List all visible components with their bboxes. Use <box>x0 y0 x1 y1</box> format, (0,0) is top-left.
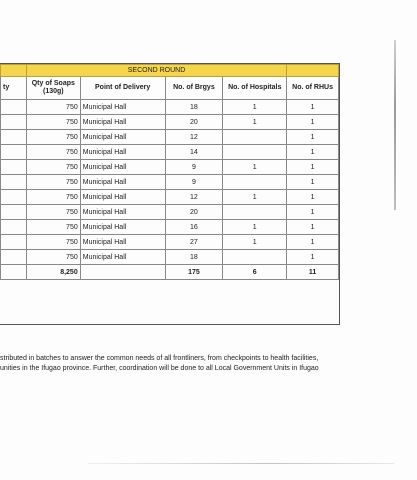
totals-row <box>1 265 339 280</box>
note-paragraph <box>0 354 340 374</box>
cell-blank <box>1 145 27 160</box>
cell-brgys: 27 <box>165 235 223 250</box>
note-line: stributed in batches to answer the common needs of all frontliners, from checkpoints to health facilities, <box>0 355 319 362</box>
header-qty-partial: ty <box>1 77 27 100</box>
table-row <box>1 130 339 145</box>
table-row <box>1 115 339 130</box>
cell-delivery: Municipal Hall <box>80 130 165 145</box>
cell-hospitals: 1 <box>223 100 287 115</box>
cell-soaps: 750 <box>26 205 80 220</box>
cell-soaps: 750 <box>26 220 80 235</box>
cell-soaps: 750 <box>26 235 80 250</box>
cell-rhus: 1 <box>287 250 339 265</box>
cell-rhus: 1 <box>287 145 339 160</box>
cell-blank <box>1 100 27 115</box>
cell-delivery: Municipal Hall <box>80 100 165 115</box>
total-soaps: 8,250 <box>26 265 80 280</box>
total-hospitals: 6 <box>223 265 287 280</box>
cell-blank <box>1 250 27 265</box>
scan-page-bottom-edge <box>88 463 394 464</box>
cell-delivery: Municipal Hall <box>80 205 165 220</box>
cell-rhus: 1 <box>287 175 339 190</box>
note-line: unities in the Ifugao province. Further, coordination will be done to all Local Government Units in Ifugao <box>0 365 319 372</box>
table-row <box>1 190 339 205</box>
cell-delivery: Municipal Hall <box>80 175 165 190</box>
cell-hospitals <box>223 250 287 265</box>
round-header-row <box>1 65 339 77</box>
cell-hospitals: 1 <box>223 115 287 130</box>
table-row <box>1 250 339 265</box>
cell-brgys: 9 <box>165 175 223 190</box>
header-qty-soaps: Qty of Soaps (130g) <box>26 77 80 100</box>
cell-blank <box>1 205 27 220</box>
cell-brgys: 14 <box>165 145 223 160</box>
cell-rhus: 1 <box>287 130 339 145</box>
document-sheet <box>0 63 340 372</box>
cell-hospitals: 1 <box>223 220 287 235</box>
cell-rhus: 1 <box>287 100 339 115</box>
cell-rhus: 1 <box>287 115 339 130</box>
cell-delivery: Municipal Hall <box>80 220 165 235</box>
cell-blank <box>1 220 27 235</box>
cell-brgys: 12 <box>165 190 223 205</box>
cell-hospitals: 1 <box>223 160 287 175</box>
cell-brgys: 9 <box>165 160 223 175</box>
table-row <box>1 175 339 190</box>
distribution-table <box>0 64 339 280</box>
cell-soaps: 750 <box>26 145 80 160</box>
header-no-rhus: No. of RHUs <box>287 77 339 100</box>
round-label: SECOND ROUND <box>26 65 286 77</box>
cell-rhus: 1 <box>287 190 339 205</box>
cell-brgys: 20 <box>165 115 223 130</box>
cell-soaps: 750 <box>26 100 80 115</box>
table-row <box>1 100 339 115</box>
cell-soaps: 750 <box>26 130 80 145</box>
table-row <box>1 205 339 220</box>
table-row <box>1 160 339 175</box>
cell-blank <box>1 160 27 175</box>
cell-blank <box>1 235 27 250</box>
cell-rhus: 1 <box>287 220 339 235</box>
cell-soaps: 750 <box>26 250 80 265</box>
cell-hospitals <box>223 145 287 160</box>
cell-delivery: Municipal Hall <box>80 190 165 205</box>
cell-delivery: Municipal Hall <box>80 235 165 250</box>
cell-delivery: Municipal Hall <box>80 145 165 160</box>
header-no-hospitals: No. of Hospitals <box>223 77 287 100</box>
cell-blank <box>1 190 27 205</box>
cell-hospitals <box>223 175 287 190</box>
cell-hospitals <box>223 130 287 145</box>
cell-brgys: 18 <box>165 100 223 115</box>
cell-brgys: 20 <box>165 205 223 220</box>
cell-rhus: 1 <box>287 235 339 250</box>
cell-delivery: Municipal Hall <box>80 250 165 265</box>
cell-hospitals: 1 <box>223 190 287 205</box>
table-row <box>1 220 339 235</box>
total-rhus: 11 <box>287 265 339 280</box>
cell-brgys: 12 <box>165 130 223 145</box>
cell-hospitals <box>223 205 287 220</box>
total-brgys: 175 <box>165 265 223 280</box>
scan-page-edge <box>394 40 396 210</box>
cell-delivery: Municipal Hall <box>80 115 165 130</box>
cell-blank <box>1 175 27 190</box>
table-row <box>1 235 339 250</box>
cell-blank <box>1 130 27 145</box>
cell-soaps: 750 <box>26 115 80 130</box>
cell-hospitals: 1 <box>223 235 287 250</box>
column-header-row <box>1 77 339 100</box>
cell-blank <box>1 115 27 130</box>
cell-brgys: 16 <box>165 220 223 235</box>
header-point-of-delivery: Point of Delivery <box>80 77 165 100</box>
cell-soaps: 750 <box>26 160 80 175</box>
cell-delivery: Municipal Hall <box>80 160 165 175</box>
total-delivery <box>80 265 165 280</box>
table-row <box>1 145 339 160</box>
cell-soaps: 750 <box>26 190 80 205</box>
header-no-brgys: No. of Brgys <box>165 77 223 100</box>
table-body <box>1 100 339 265</box>
cell-rhus: 1 <box>287 205 339 220</box>
cell-rhus: 1 <box>287 160 339 175</box>
cell-soaps: 750 <box>26 175 80 190</box>
cell-brgys: 18 <box>165 250 223 265</box>
